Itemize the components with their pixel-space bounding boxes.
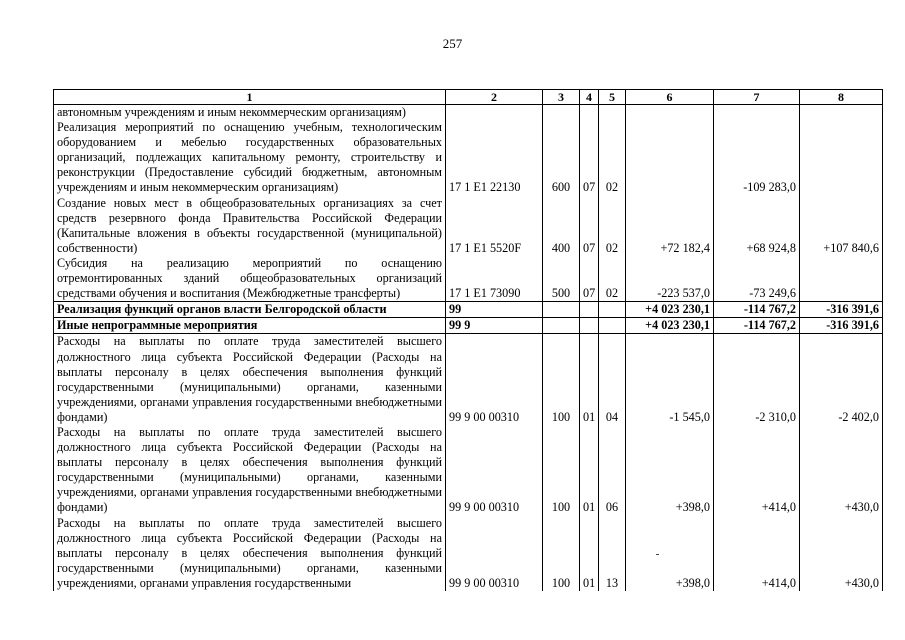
row-col8: -2 402,0 — [800, 334, 883, 425]
table-row — [54, 425, 883, 516]
row-vr: 100 — [543, 516, 580, 591]
row-rz: 07 — [580, 196, 599, 256]
row-col6 — [626, 105, 714, 121]
table-row-total — [54, 302, 883, 318]
row-pr — [599, 105, 626, 121]
row-col8: +430,0 — [800, 425, 883, 516]
row-pr — [599, 318, 626, 334]
column-header: 2 — [446, 90, 543, 105]
column-header: 6 — [626, 90, 714, 105]
row-vr — [543, 105, 580, 121]
row-code: 99 9 00 00310 — [446, 334, 543, 425]
row-rz: 01 — [580, 516, 599, 591]
row-vr: 400 — [543, 196, 580, 256]
row-vr: 600 — [543, 120, 580, 195]
row-code: 17 1 E1 5520F — [446, 196, 543, 256]
row-col6: +4 023 230,1 — [626, 302, 714, 318]
row-description: Расходы на выплаты по оплате труда заместителей высшего должностного лица субъекта Российской Федерации (Расходы на выплаты персоналу в целях обеспечения выполнения функций государственными (муниципальными) органами, казенными учреждениями, органами управления государственными внебюджетными фондами) — [54, 425, 446, 516]
row-col7: -109 283,0 — [714, 120, 800, 195]
row-description: Расходы на выплаты по оплате труда заместителей высшего должностного лица субъекта Российской Федерации (Расходы на выплаты персоналу в целях обеспечения выполнения функций государственными (муниципальными) органами, казенными учреждениями, органами управления государственными — [54, 516, 446, 591]
row-col7: +414,0 — [714, 425, 800, 516]
row-col8: -316 391,6 — [800, 318, 883, 334]
row-description: Расходы на выплаты по оплате труда заместителей высшего должностного лица субъекта Российской Федерации (Расходы на выплаты персоналу в целях обеспечения выполнения функций государственными (муниципальными) органами, казенными учреждениями, органами управления государственными внебюджетными фондами) — [54, 334, 446, 425]
row-pr: 13 — [599, 516, 626, 591]
row-code: 99 9 — [446, 318, 543, 334]
column-header: 1 — [54, 90, 446, 105]
table-row — [54, 105, 883, 121]
table-row-subtotal — [54, 318, 883, 334]
row-description: Реализация функций органов власти Белгородской области — [54, 302, 446, 318]
row-description: Реализация мероприятий по оснащению учебным, технологическим оборудованием и мебелью государственных образовательных организаций, подлежащих капитальному ремонту, строительству и реконструкции (Предоставление субсидий бюджетным, автономным учреждениям и иным некоммерческим организациям) — [54, 120, 446, 195]
row-rz — [580, 318, 599, 334]
row-description: Субсидия на реализацию мероприятий по оснащению отремонтированных зданий общеобразовательных организаций средствами обучения и воспитания (Межбюджетные трансферты) — [54, 256, 446, 302]
row-rz: 07 — [580, 256, 599, 302]
row-rz: 01 — [580, 425, 599, 516]
table-row — [54, 516, 883, 591]
column-header: 8 — [800, 90, 883, 105]
row-pr: 02 — [599, 120, 626, 195]
row-code: 17 1 E1 22130 — [446, 120, 543, 195]
row-pr: 06 — [599, 425, 626, 516]
row-pr: 04 — [599, 334, 626, 425]
row-pr: 02 — [599, 256, 626, 302]
row-description: Иные непрограммные мероприятия — [54, 318, 446, 334]
row-description: Создание новых мест в общеобразовательных организациях за счет средств резервного фонда Правительства Российской Федерации (Капитальные вложения в объекты государственной (муниципальной) собственности) — [54, 196, 446, 256]
row-col8: +430,0 — [800, 516, 883, 591]
row-col6 — [626, 120, 714, 195]
row-col8 — [800, 256, 883, 302]
row-col7 — [714, 105, 800, 121]
column-header: 7 — [714, 90, 800, 105]
row-pr: 02 — [599, 196, 626, 256]
row-code: 17 1 E1 73090 — [446, 256, 543, 302]
column-header: 5 — [599, 90, 626, 105]
row-vr — [543, 302, 580, 318]
row-col8: -316 391,6 — [800, 302, 883, 318]
row-col8: +107 840,6 — [800, 196, 883, 256]
header-row — [54, 90, 883, 105]
row-pr — [599, 302, 626, 318]
row-code — [446, 105, 543, 121]
row-rz: 07 — [580, 120, 599, 195]
row-rz — [580, 302, 599, 318]
row-col8 — [800, 120, 883, 195]
row-code: 99 9 00 00310 — [446, 516, 543, 591]
row-col6: +72 182,4 — [626, 196, 714, 256]
row-col7: +414,0 — [714, 516, 800, 591]
row-col8 — [800, 105, 883, 121]
row-col6: +4 023 230,1 — [626, 318, 714, 334]
pen-mark — [656, 554, 659, 555]
row-code: 99 — [446, 302, 543, 318]
table-row — [54, 120, 883, 195]
table-row — [54, 334, 883, 425]
column-header: 4 — [580, 90, 599, 105]
row-rz: 01 — [580, 334, 599, 425]
budget-table — [53, 89, 883, 591]
row-vr — [543, 318, 580, 334]
row-col7: -73 249,6 — [714, 256, 800, 302]
row-col7: -114 767,2 — [714, 302, 800, 318]
row-description: автономным учреждениям и иным некоммерческим организациям) — [54, 105, 446, 121]
column-header: 3 — [543, 90, 580, 105]
table-row — [54, 196, 883, 256]
row-rz — [580, 105, 599, 121]
row-code: 99 9 00 00310 — [446, 425, 543, 516]
row-col7: -114 767,2 — [714, 318, 800, 334]
table-row — [54, 256, 883, 302]
page-number: 257 — [442, 36, 463, 51]
row-col7: +68 924,8 — [714, 196, 800, 256]
row-col6: -223 537,0 — [626, 256, 714, 302]
row-col6: -1 545,0 — [626, 334, 714, 425]
row-vr: 500 — [543, 256, 580, 302]
row-vr: 100 — [543, 334, 580, 425]
row-vr: 100 — [543, 425, 580, 516]
row-col6: +398,0 — [626, 516, 714, 591]
row-col6: +398,0 — [626, 425, 714, 516]
row-col7: -2 310,0 — [714, 334, 800, 425]
